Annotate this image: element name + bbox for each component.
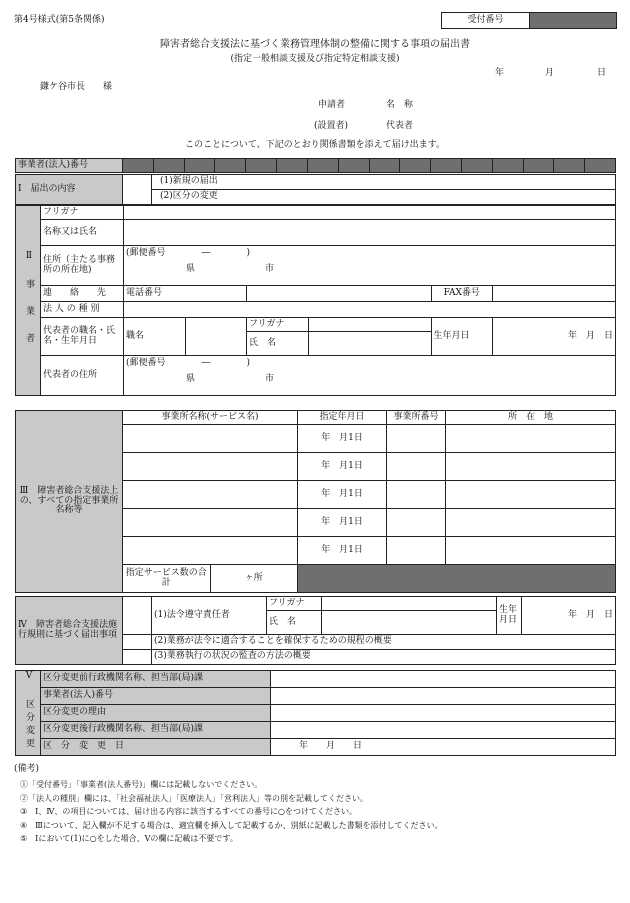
corp-type-input[interactable] — [124, 302, 616, 318]
fax-input[interactable] — [493, 286, 616, 302]
corp-number-label: 事業者(法人)番号 — [16, 159, 123, 173]
service-total-label: 指定サービス数の合計 — [123, 565, 211, 593]
officer-furigana-label: フリガナ — [267, 597, 322, 611]
change-date-label: 区 分 変 更 日 — [41, 739, 271, 756]
receipt-number-box[interactable] — [529, 12, 617, 29]
corp-number-cell[interactable] — [123, 159, 154, 173]
rep-furigana-input[interactable] — [308, 318, 431, 332]
change-date-input[interactable]: 年 月 日 — [271, 739, 616, 756]
name-or-label: 名称又は氏名 — [41, 220, 124, 246]
officer-name-input[interactable] — [322, 611, 497, 635]
note-item: ②「法人の種別」欄には、「社会福祉法人」「医療法人」「営利法人」等の別を記載してください。 — [20, 793, 368, 803]
section-1-mark[interactable] — [123, 175, 152, 205]
officer-birth-label: 生年月日 — [497, 597, 522, 635]
note-item: ③ Ⅰ、Ⅳ、の項目については、届け出る内容に該当するすべての番号に○をつけてください。 — [20, 807, 357, 816]
designation-date[interactable]: 年 月1日 — [298, 537, 387, 565]
section-4-label: Ⅳ 障害者総合支援法施行規則に基づく届出事項 — [16, 597, 123, 665]
receipt-label: 受付番号 — [441, 12, 530, 29]
address-input[interactable] — [124, 246, 616, 286]
location-input[interactable] — [446, 453, 616, 481]
corp-number-cell[interactable] — [492, 159, 523, 173]
addressee: 鎌ケ谷市長 様 — [40, 82, 113, 92]
corp-number-cell[interactable] — [338, 159, 369, 173]
col-location: 所 在 地 — [446, 411, 616, 425]
section-1-label: Ⅰ 届出の内容 — [16, 175, 123, 205]
office-name-input[interactable] — [123, 537, 298, 565]
section-4-mark-2[interactable] — [123, 635, 152, 650]
representative-label: 代表者 — [386, 121, 414, 131]
corp-number-cell[interactable] — [369, 159, 400, 173]
corp-number-cell[interactable] — [554, 159, 585, 173]
contact-label: 連 絡 先 — [41, 286, 124, 302]
office-number-input[interactable] — [387, 425, 446, 453]
applicant-label: 申請者 — [318, 100, 346, 110]
office-number-input[interactable] — [387, 509, 446, 537]
note-item: ⑤ Ⅰにおいて(1)に○をした場合、Ⅴの欄に記載は不要です。 — [20, 834, 238, 843]
officer-name-label: 氏 名 — [267, 611, 322, 635]
section-2-label: Ⅱ 事 業 者 — [16, 206, 41, 396]
section-2 — [15, 205, 616, 396]
change-reason-input[interactable] — [271, 705, 616, 722]
section-3-label: Ⅲ 障害者総合支援法上の、すべての指定事業所名称等 — [16, 411, 123, 593]
rep-name-input[interactable] — [308, 332, 431, 356]
location-input[interactable] — [446, 425, 616, 453]
pre-change-agency-label: 区分変更前行政機関名称、担当部(局)課 — [41, 671, 271, 688]
note-item: ④ Ⅲについて、記入欄が不足する場合は、適宜欄を挿入して記載するか、別紙に記載した書類を添付してください。 — [20, 820, 443, 830]
section-4-mark-3[interactable] — [123, 650, 152, 665]
section-1 — [15, 174, 616, 205]
change-corp-number-input[interactable] — [271, 688, 616, 705]
pre-change-agency-input[interactable] — [271, 671, 616, 688]
section-4-mark-1[interactable] — [123, 597, 152, 635]
office-name-input[interactable] — [123, 481, 298, 509]
rep-city-label: 市 — [265, 373, 275, 384]
rep-name-label: 氏 名 — [247, 332, 309, 356]
name-input[interactable] — [124, 220, 616, 246]
rep-postal-code: (郵便番号 ― ) — [126, 358, 251, 368]
compliance-officer-option[interactable]: (1)法令遵守責任者 — [152, 597, 267, 635]
office-name-input[interactable] — [123, 509, 298, 537]
corp-number-cell[interactable] — [153, 159, 184, 173]
rep-info-label: 代表者の職名・氏名・生年月日 — [41, 318, 124, 356]
section-3 — [15, 410, 616, 593]
date-day: 日 — [597, 68, 607, 78]
notes-title: (備考) — [14, 764, 40, 774]
designation-date[interactable]: 年 月1日 — [298, 509, 387, 537]
rep-address-label: 代表者の住所 — [41, 356, 124, 396]
office-name-input[interactable] — [123, 425, 298, 453]
service-total-count[interactable]: ヶ所 — [210, 565, 298, 593]
office-name-input[interactable] — [123, 453, 298, 481]
office-number-input[interactable] — [387, 453, 446, 481]
col-office-name: 事業所名称(サービス名) — [123, 411, 298, 425]
furigana-input[interactable] — [124, 206, 616, 220]
founder-label: (設置者) — [314, 121, 349, 131]
address-label: 住所（主たる事務所の所在地) — [41, 246, 124, 286]
corp-number-cell[interactable] — [307, 159, 338, 173]
birth-label: 生年月日 — [431, 318, 493, 356]
rep-prefecture-label: 県 — [186, 373, 196, 384]
fax-label: FAX番号 — [431, 286, 493, 302]
date-year: 年 — [495, 68, 505, 78]
designation-date[interactable]: 年 月1日 — [298, 453, 387, 481]
job-title-input[interactable] — [185, 318, 247, 356]
name-label: 名 称 — [386, 100, 414, 110]
corp-number-cell[interactable] — [431, 159, 462, 173]
date-month: 月 — [545, 68, 555, 78]
postal-code: (郵便番号 ― ) — [126, 248, 251, 258]
location-input[interactable] — [446, 537, 616, 565]
corp-number-cell[interactable] — [277, 159, 308, 173]
corp-type-label: 法 人 の 種 別 — [41, 302, 124, 318]
section-4 — [15, 596, 616, 665]
corp-number-row — [15, 158, 616, 173]
city-label: 市 — [265, 263, 275, 274]
form-number: 第4号様式(第5条関係) — [14, 15, 105, 25]
designation-date[interactable]: 年 月1日 — [298, 481, 387, 509]
officer-furigana-input[interactable] — [322, 597, 497, 611]
col-office-number: 事業所番号 — [387, 411, 446, 425]
section-1-option-new[interactable]: (1)新規の届出 — [152, 175, 616, 190]
section-5 — [15, 670, 616, 756]
form-subtitle: (指定一般相談支援及び指定特定相談支援) — [230, 54, 400, 64]
phone-label: 電話番号 — [124, 286, 247, 302]
phone-input[interactable] — [247, 286, 432, 302]
corp-number-cell[interactable] — [400, 159, 431, 173]
job-title-label: 職名 — [124, 318, 186, 356]
rep-address-input[interactable] — [124, 356, 616, 396]
corp-number-cell[interactable] — [184, 159, 215, 173]
form-title: 障害者総合支援法に基づく業務管理体制の整備に関する事項の届出書 — [160, 39, 470, 50]
post-change-agency-input[interactable] — [271, 722, 616, 739]
office-number-input[interactable] — [387, 481, 446, 509]
location-input[interactable] — [446, 481, 616, 509]
change-reason-label: 区分変更の理由 — [41, 705, 271, 722]
section-1-option-change[interactable]: (2)区分の変更 — [152, 190, 616, 205]
audit-option[interactable]: (3)業務執行の状況の監査の方法の概要 — [152, 650, 616, 665]
corp-number-cell[interactable] — [215, 159, 246, 173]
location-input[interactable] — [446, 509, 616, 537]
post-change-agency-label: 区分変更後行政機関名称、担当部(局)課 — [41, 722, 271, 739]
prefecture-label: 県 — [186, 263, 196, 274]
notes-list — [20, 778, 443, 846]
furigana-label: フリガナ — [41, 206, 124, 220]
officer-birth-date[interactable]: 年 月 日 — [522, 597, 616, 635]
service-total-blank — [298, 565, 616, 593]
rep-furigana-label: フリガナ — [247, 318, 309, 332]
designation-date[interactable]: 年 月1日 — [298, 425, 387, 453]
corp-number-cell[interactable] — [523, 159, 554, 173]
change-corp-number-label: 事業者(法人)番号 — [41, 688, 271, 705]
section-5-label: Ⅴ 区分変更 — [16, 671, 41, 756]
corp-number-cell[interactable] — [246, 159, 277, 173]
corp-number-cell[interactable] — [461, 159, 492, 173]
birth-date[interactable]: 年 月 日 — [493, 318, 616, 356]
corp-number-cell[interactable] — [585, 159, 616, 173]
regulation-option[interactable]: (2)業務が法令に適合することを確保するための規程の概要 — [152, 635, 616, 650]
intro-text: このことについて、下記のとおり関係書類を添えて届け出ます。 — [185, 140, 445, 150]
note-item: ①「受付番号」「事業者(法人番号)」欄には記載しないでください。 — [20, 780, 263, 789]
office-number-input[interactable] — [387, 537, 446, 565]
col-designation-date: 指定年月日 — [298, 411, 387, 425]
